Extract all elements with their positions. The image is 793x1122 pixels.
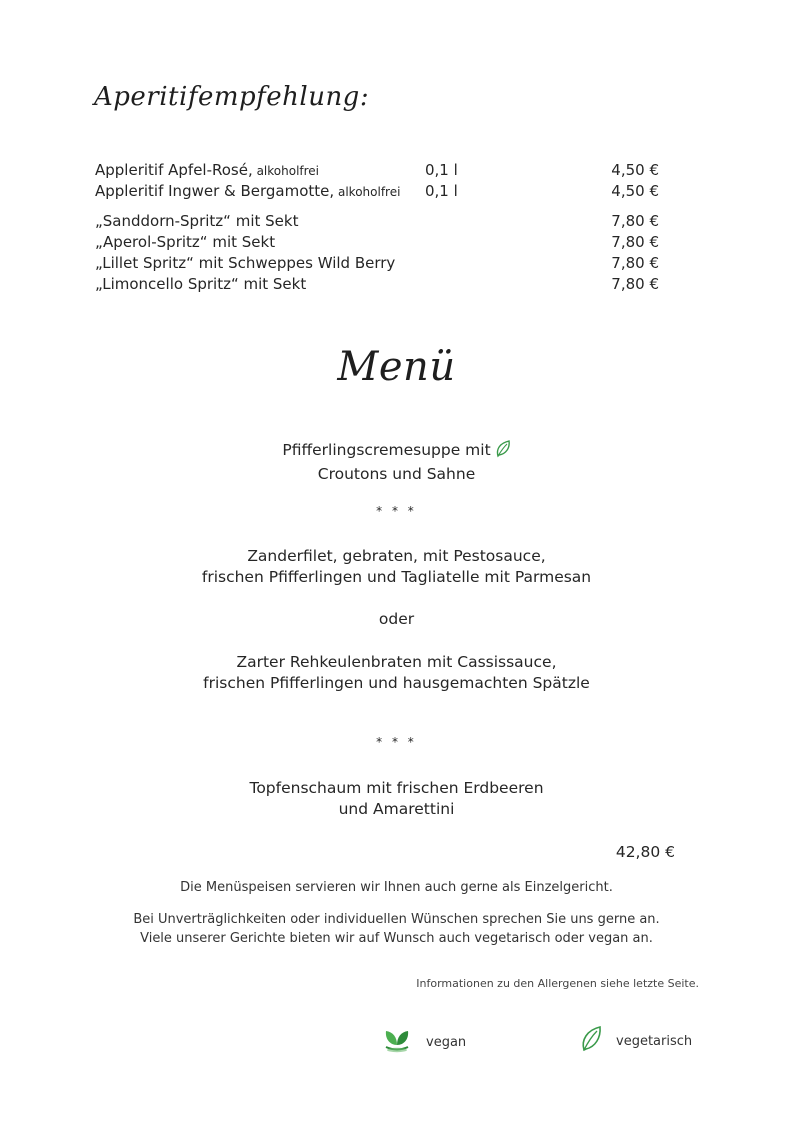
allergen-info: Informationen zu den Allergenen siehe letzte Seite. bbox=[416, 977, 699, 990]
vegan-leaves-icon bbox=[382, 1025, 412, 1059]
main1-line-1: Zanderfilet, gebraten, mit Pestosauce, bbox=[247, 547, 546, 565]
drink-row bbox=[95, 211, 665, 232]
menu-main-1 bbox=[0, 546, 793, 588]
aperitif-heading: Aperitifempfehlung: bbox=[94, 82, 370, 112]
leaf-outline-icon bbox=[580, 1025, 602, 1057]
leaf-outline-icon bbox=[495, 440, 511, 464]
drink-name: Appleritif Ingwer & Bergamotte, bbox=[95, 182, 335, 200]
legend-vegetarisch bbox=[580, 1025, 692, 1057]
drink-row bbox=[95, 253, 665, 274]
single-dish-note: Die Menüspeisen servieren wir Ihnen auch gerne als Einzelgericht. bbox=[180, 880, 613, 895]
drink-row bbox=[95, 274, 665, 295]
starter-line-1: Pfifferlingscremesuppe mit bbox=[282, 441, 491, 459]
drink-price: 7,80 € bbox=[611, 275, 659, 293]
menu-heading: Menü bbox=[337, 344, 456, 390]
drink-price: 4,50 € bbox=[611, 182, 659, 200]
drink-row bbox=[95, 232, 665, 253]
main2-line-2: frischen Pfifferlingen und hausgemachten Spätzle bbox=[203, 674, 590, 692]
drink-row bbox=[95, 181, 665, 202]
main1-line-2: frischen Pfifferlingen und Tagliatelle mit Parmesan bbox=[201, 568, 592, 586]
menu-price: 42,80 € bbox=[615, 843, 675, 861]
drink-note: alkoholfrei bbox=[334, 185, 401, 199]
drink-name: Appleritif Apfel-Rosé, bbox=[95, 161, 253, 179]
drink-price: 4,50 € bbox=[611, 161, 659, 179]
legend-vegetarisch-label: vegetarisch bbox=[616, 1033, 693, 1049]
dessert-line-2: und Amarettini bbox=[338, 800, 455, 818]
drink-name: „Aperol-Spritz“ mit Sekt bbox=[95, 233, 276, 251]
course-separator: * * * bbox=[376, 504, 417, 518]
intolerance-note: Bei Unverträglichkeiten oder individuellen Wünschen sprechen Sie uns gerne an. bbox=[133, 912, 660, 927]
legend-vegan bbox=[382, 1025, 466, 1059]
legend-vegan-label: vegan bbox=[426, 1034, 467, 1050]
dietary-note bbox=[0, 910, 793, 948]
drink-name: „Sanddorn-Spritz“ mit Sekt bbox=[95, 212, 299, 230]
starter-line-2: Croutons und Sahne bbox=[317, 465, 476, 483]
vegetarian-vegan-note: Viele unserer Gerichte bieten wir auf Wunsch auch vegetarisch oder vegan an. bbox=[140, 931, 653, 946]
drink-name: „Limoncello Spritz“ mit Sekt bbox=[95, 275, 307, 293]
menu-dessert bbox=[0, 778, 793, 820]
drink-volume: 0,1 l bbox=[425, 161, 458, 179]
course-separator: * * * bbox=[376, 735, 417, 749]
aperitif-list bbox=[95, 160, 665, 295]
drink-name: „Lillet Spritz“ mit Schweppes Wild Berry bbox=[95, 254, 396, 272]
main2-line-1: Zarter Rehkeulenbraten mit Cassissauce, bbox=[236, 653, 557, 671]
drink-price: 7,80 € bbox=[611, 254, 659, 272]
drink-row bbox=[95, 160, 665, 181]
drink-price: 7,80 € bbox=[611, 233, 659, 251]
drink-price: 7,80 € bbox=[611, 212, 659, 230]
menu-starter bbox=[0, 440, 793, 485]
dessert-line-1: Topfenschaum mit frischen Erdbeeren bbox=[249, 779, 544, 797]
drink-volume: 0,1 l bbox=[425, 182, 458, 200]
drink-note: alkoholfrei bbox=[252, 164, 320, 178]
menu-main-2 bbox=[0, 652, 793, 694]
or-label: oder bbox=[378, 610, 415, 628]
